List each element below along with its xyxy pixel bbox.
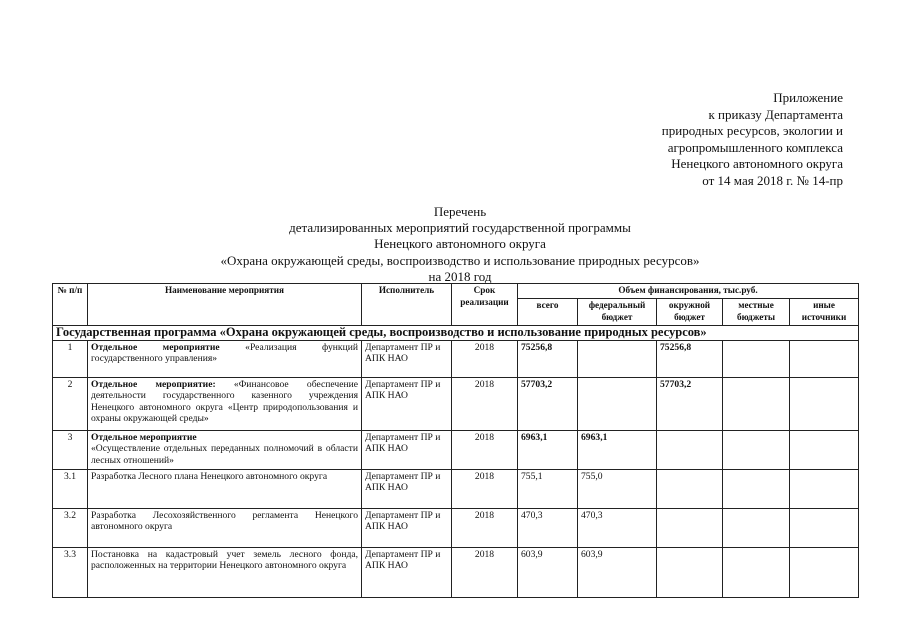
row-name-text: «Финансовое обеспечение деятельности государственного казенного учреждения Ненецкого автономного округа «Центр природопользования и охраны окружающей среды» <box>91 378 358 424</box>
table-row <box>53 547 859 597</box>
row-num: 1 <box>53 340 88 377</box>
row-district <box>657 508 723 547</box>
title-line: на 2018 год <box>428 268 492 284</box>
row-name-text: «Осуществление отдельных переданных полномочий в области лесных отношений» <box>91 443 358 466</box>
row-num: 3 <box>53 430 88 469</box>
title-line: Ненецкого автономного округа <box>374 236 546 252</box>
row-district <box>657 430 723 469</box>
appendix-line: Приложение <box>773 90 843 105</box>
row-other <box>790 469 859 508</box>
row-total: 755,1 <box>518 469 578 508</box>
row-name-bold: Отдельное мероприятие <box>91 431 197 443</box>
row-district <box>657 547 723 597</box>
header-executor: Исполнитель <box>362 284 452 326</box>
table-row <box>53 377 859 430</box>
row-total: 75256,8 <box>518 340 578 377</box>
row-year: 2018 <box>452 377 518 430</box>
header-federal: федеральный бюджет <box>578 299 657 326</box>
appendix-line: природных ресурсов, экологии и <box>661 123 843 138</box>
row-total: 57703,2 <box>518 377 578 430</box>
row-num: 3.1 <box>53 469 88 508</box>
row-other <box>790 377 859 430</box>
row-district: 57703,2 <box>657 377 723 430</box>
table-row <box>53 508 859 547</box>
appendix-line: Ненецкого автономного округа <box>671 156 843 171</box>
row-local <box>723 430 790 469</box>
header-district: окружной бюджет <box>657 299 723 326</box>
row-num: 3.3 <box>53 547 88 597</box>
row-other <box>790 547 859 597</box>
row-name <box>88 377 362 430</box>
row-num: 3.2 <box>53 508 88 547</box>
header-local: местные бюджеты <box>723 299 790 326</box>
row-name <box>88 430 362 469</box>
row-executor: Департамент ПР и АПК НАО <box>362 377 452 430</box>
row-executor: Департамент ПР и АПК НАО <box>362 508 452 547</box>
row-district: 75256,8 <box>657 340 723 377</box>
row-total: 6963,1 <box>518 430 578 469</box>
row-num: 2 <box>53 377 88 430</box>
row-federal: 470,3 <box>578 508 657 547</box>
row-executor: Департамент ПР и АПК НАО <box>362 340 452 377</box>
document-title <box>120 204 800 285</box>
row-year: 2018 <box>452 340 518 377</box>
appendix-line: к приказу Департамента <box>708 106 843 122</box>
row-federal: 603,9 <box>578 547 657 597</box>
row-name-text: «Реализация функций государственного управления» <box>91 341 358 364</box>
row-name: Разработка Лесного плана Ненецкого автономного округа <box>88 469 362 508</box>
row-other <box>790 508 859 547</box>
header-num: № п/п <box>53 284 88 326</box>
header-funding: Объем финансирования, тыс.руб. <box>518 284 859 299</box>
header-other: иные источники <box>790 299 859 326</box>
appendix-line: от 14 мая 2018 г. № 14-пр <box>702 172 843 188</box>
row-other <box>790 340 859 377</box>
row-local <box>723 547 790 597</box>
row-year: 2018 <box>452 469 518 508</box>
row-executor: Департамент ПР и АПК НАО <box>362 469 452 508</box>
row-name <box>88 340 362 377</box>
measures-table <box>52 283 859 598</box>
row-executor: Департамент ПР и АПК НАО <box>362 547 452 597</box>
row-executor: Департамент ПР и АПК НАО <box>362 430 452 469</box>
table-row <box>53 469 859 508</box>
appendix-block <box>560 90 843 189</box>
row-year: 2018 <box>452 430 518 469</box>
row-federal: 6963,1 <box>578 430 657 469</box>
row-federal: 755,0 <box>578 469 657 508</box>
row-local <box>723 377 790 430</box>
row-local <box>723 340 790 377</box>
row-total: 470,3 <box>518 508 578 547</box>
row-local <box>723 508 790 547</box>
table-row <box>53 430 859 469</box>
title-line: детализированных мероприятий государственной программы <box>289 220 631 236</box>
row-local <box>723 469 790 508</box>
title-line: Перечень <box>433 204 487 219</box>
header-name: Наименование мероприятия <box>88 284 362 326</box>
row-other <box>790 430 859 469</box>
row-federal <box>578 377 657 430</box>
row-federal <box>578 340 657 377</box>
row-district <box>657 469 723 508</box>
row-year: 2018 <box>452 547 518 597</box>
header-total: всего <box>518 299 578 326</box>
header-term: Срок реализации <box>452 284 518 326</box>
program-row: Государственная программа «Охрана окружающей среды, воспроизводство и использование природных ресурсов» <box>53 326 859 341</box>
appendix-line: агропромышленного комплекса <box>667 139 843 155</box>
row-total: 603,9 <box>518 547 578 597</box>
row-name-bold: Отдельное мероприятие: <box>91 378 216 390</box>
row-name: Постановка на кадастровый учет земель лесного фонда, расположенных на территории Ненецкого автономного округа <box>88 547 362 597</box>
table-row <box>53 340 859 377</box>
title-line: «Охрана окружающей среды, воспроизводство и использование природных ресурсов» <box>220 252 700 268</box>
row-name-bold: Отдельное мероприятие <box>91 341 220 353</box>
row-name: Разработка Лесохозяйственного регламента Ненецкого автономного округа <box>88 508 362 547</box>
row-year: 2018 <box>452 508 518 547</box>
